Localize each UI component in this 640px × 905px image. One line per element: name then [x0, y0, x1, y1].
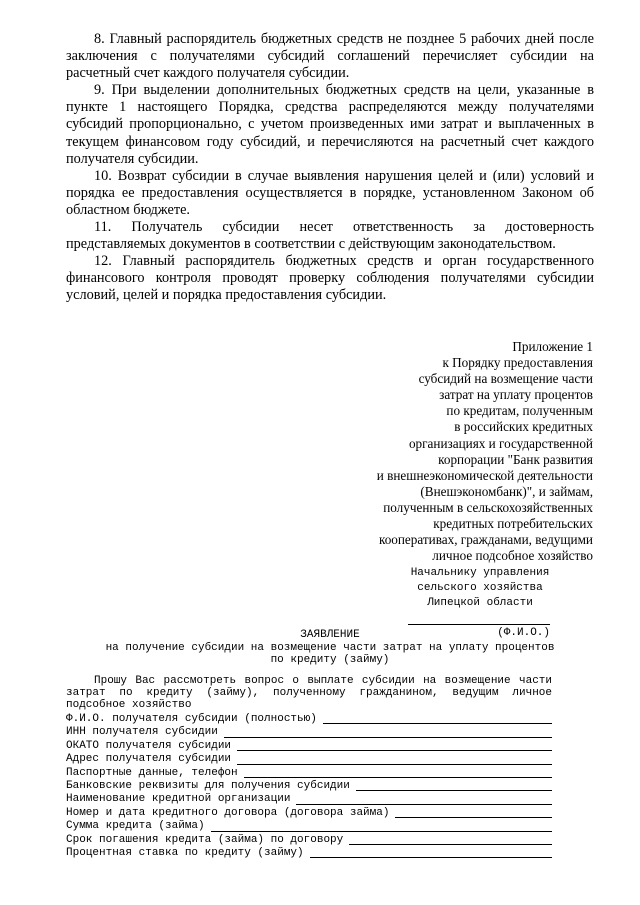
numbered-paragraphs [66, 31, 594, 305]
field-blank[interactable] [323, 713, 552, 724]
field-address [66, 753, 552, 766]
field-bank-details [66, 780, 552, 793]
paragraph-8: 8. Главный распорядитель бюджетных средств не позднее 5 рабочих дней после заключения с получателями субсидий соглашений перечисляет субсидии на расчетный счет каждого получателя субсидии. [66, 31, 594, 82]
application-subtitle-line: на получение субсидии на возмещение части затрат на уплату процентов [105, 641, 555, 654]
appendix-line: личное подсобное хозяйство [432, 548, 593, 564]
application-subtitle-line: по кредиту (займу) [270, 654, 390, 666]
field-label: Банковские реквизиты для получения субсидии [66, 780, 350, 793]
field-passport-phone [66, 767, 552, 780]
field-label: Наименование кредитной организации [66, 793, 291, 806]
request-text [66, 675, 552, 712]
field-blank[interactable] [211, 821, 552, 832]
field-blank[interactable] [310, 847, 552, 858]
appendix-line: в российских кредитных [454, 419, 593, 435]
paragraph-10: 10. Возврат субсидии в случае выявления нарушения целей и (или) условий и порядка ее предоставления осуществляется в порядке, установленном Законом об областном бюджете. [66, 167, 594, 218]
field-contract-number-date [66, 807, 552, 820]
field-credit-amount [66, 820, 552, 833]
paragraph-12: 12. Главный распорядитель бюджетных средств и орган государственного финансового контроля проводят проверку соблюдения получателями субсидии условий, целей и порядка предоставления субсидии. [66, 253, 594, 304]
field-blank[interactable] [349, 834, 552, 845]
appendix-line: кредитных потребительских [433, 516, 593, 532]
appendix-line: затрат на уплату процентов [439, 387, 593, 403]
field-label: Номер и дата кредитного договора (договора займа) [66, 806, 390, 819]
field-blank[interactable] [237, 740, 552, 751]
application-title-block [66, 629, 594, 667]
field-blank[interactable] [395, 807, 552, 818]
field-label: Процентная ставка по кредиту (займу) [66, 847, 304, 860]
field-inn [66, 726, 552, 739]
appendix-line: Приложение 1 [512, 339, 593, 354]
field-label: Ф.И.О. получателя субсидии (полностью) [66, 713, 317, 725]
field-label: ОКАТО получателя субсидии [66, 739, 232, 752]
field-blank[interactable] [244, 767, 552, 778]
fio-blank-line[interactable] [408, 613, 550, 625]
field-blank[interactable] [237, 754, 552, 765]
field-label: Паспортные данные, телефон [66, 766, 238, 779]
field-label: Адрес получателя субсидии [66, 753, 232, 766]
appendix-line: полученным в сельскохозяйственных [383, 499, 593, 515]
field-blank[interactable] [356, 780, 552, 791]
fio-caption: (Ф.И.О.) [497, 627, 550, 639]
field-blank[interactable] [296, 794, 552, 805]
field-label: ИНН получателя субсидии [66, 726, 218, 739]
appendix-heading [293, 339, 593, 564]
appendix-line: организациях и государственной [408, 435, 593, 451]
addressee-line: сельского хозяйства [417, 582, 543, 594]
field-recipient-name [66, 713, 552, 726]
appendix-line: по кредитам, полученным [446, 403, 593, 419]
appendix-line: субсидий на возмещение части [418, 371, 593, 387]
field-label: Срок погашения кредита (займа) по договору [66, 833, 344, 846]
appendix-line: кооперативах, гражданами, ведущими [378, 532, 593, 548]
request-line: затрат по кредиту (займу), полученному гражданином, ведущим личное [66, 687, 552, 700]
appendix-line: (Внешэкономбанк)", и займам, [420, 483, 593, 499]
paragraph-9: 9. При выделении дополнительных бюджетных средств на цели, указанные в пункте 1 настоящего Порядка, средства распределяются между получателями субсидий пропорционально, с учетом произведенных ими затрат и выплаченных в текущем финансовом году субсидий, и перечисляются на расчетный счет каждого получателя субсидии. [66, 82, 594, 167]
field-label: Сумма кредита (займа) [66, 820, 205, 833]
application-title: ЗАЯВЛЕНИЕ [300, 629, 360, 641]
paragraph-11: 11. Получатель субсидии несет ответственность за достоверность представляемых документов в соответствии с действующим законодательством. [66, 219, 594, 253]
appendix-line: и внешнеэкономической деятельности [376, 467, 593, 483]
field-interest-rate [66, 847, 552, 860]
request-line: Прошу Вас рассмотреть вопрос о выплате субсидии на возмещение части [94, 675, 552, 687]
appendix-line: к Порядку предоставления [442, 355, 593, 371]
appendix-line: корпорации "Банк развития [438, 451, 593, 467]
field-credit-org [66, 793, 552, 806]
field-blank[interactable] [224, 727, 552, 738]
field-okato [66, 740, 552, 753]
application-fields [66, 713, 552, 860]
addressee-line: Начальнику управления [410, 567, 550, 579]
addressee-line: Липецкой области [427, 597, 533, 609]
request-line: подсобное хозяйство [66, 699, 192, 712]
field-repayment-term [66, 834, 552, 847]
